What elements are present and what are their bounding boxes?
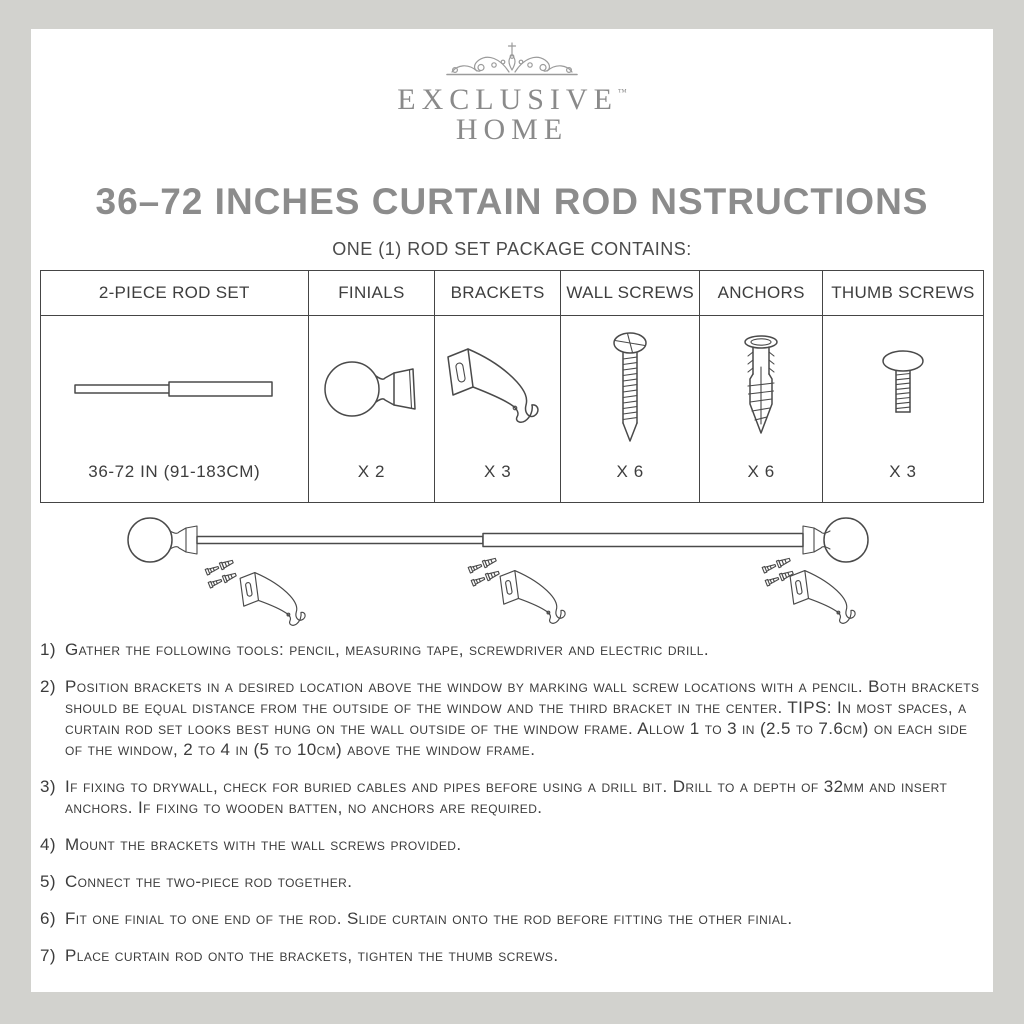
rod-size-caption: 36-72 IN (91-183CM): [88, 462, 261, 481]
column-header: WALL SCREWS: [561, 271, 699, 316]
instruction-step-6: [40, 908, 988, 929]
finial-icon: [309, 316, 435, 462]
instruction-step-5: [40, 871, 988, 892]
instructions-list: [40, 639, 988, 982]
instruction-step-1: [40, 639, 988, 660]
instruction-step-7: [40, 945, 988, 966]
step-number: 4): [40, 835, 56, 854]
step-number: 3): [40, 777, 56, 796]
column-brackets: [434, 271, 560, 502]
thumb-screw-icon: [823, 316, 983, 462]
finial-count: X 2: [357, 462, 386, 481]
page-title: 36–72 INCHES CURTAIN ROD NSTRUCTIONS: [95, 181, 929, 222]
step-text: Gather the following tools: pencil, measuring tape, screwdriver and electric drill.: [65, 640, 709, 659]
instruction-sheet: [31, 29, 993, 992]
step-number: 6): [40, 909, 56, 928]
step-number: 2): [40, 677, 56, 696]
column-anchors: [699, 271, 821, 502]
filigree-crest-icon: [442, 41, 582, 77]
instruction-step-4: [40, 834, 988, 855]
wall-screw-icon: [561, 316, 699, 462]
bracket-icon: [435, 316, 560, 462]
column-thumb-screws: [822, 271, 983, 502]
column-header: ANCHORS: [700, 271, 821, 316]
package-contains-label: ONE (1) ROD SET PACKAGE CONTAINS:: [332, 239, 692, 259]
column-header: FINIALS: [309, 271, 435, 316]
step-text: Fit one finial to one end of the rod. Slide curtain onto the rod before fitting the other finial.: [65, 909, 793, 928]
anchor-count: X 6: [747, 462, 775, 481]
step-text: Connect the two-piece rod together.: [65, 872, 353, 891]
column-rod-set: [41, 271, 308, 502]
step-text: Place curtain rod onto the brackets, tighten the thumb screws.: [65, 946, 559, 965]
brand-name-line2: HOME: [455, 113, 569, 146]
package-contents-table: [40, 270, 984, 503]
anchor-icon: [700, 316, 821, 462]
rod-set-icon: [41, 316, 308, 462]
step-number: 5): [40, 872, 56, 891]
trademark-symbol: ™: [617, 87, 627, 97]
wall-screw-count: X 6: [616, 462, 644, 481]
brand-name-line1: EXCLUSIVE™: [397, 83, 627, 116]
column-header: 2-PIECE ROD SET: [41, 271, 308, 316]
instruction-step-2: [40, 676, 988, 760]
brand-logo: [31, 41, 993, 145]
step-number: 7): [40, 946, 56, 965]
bracket-count: X 3: [483, 462, 512, 481]
instruction-step-3: [40, 776, 988, 818]
assembled-rod-with-brackets-diagram: [40, 503, 984, 637]
column-header: BRACKETS: [435, 271, 560, 316]
column-wall-screws: [560, 271, 699, 502]
step-text: Mount the brackets with the wall screws provided.: [65, 835, 462, 854]
column-header: THUMB SCREWS: [823, 271, 983, 316]
step-number: 1): [40, 640, 56, 659]
thumb-screw-count: X 3: [889, 462, 917, 481]
column-finials: [308, 271, 435, 502]
step-text: Position brackets in a desired location above the window by marking wall screw locations with a pencil. Both brackets should be equal distance from the outside of the window and the third bracket in the center. TIPS: In most spaces, a curtain rod set looks best hung on the wall outside of the window frame. Allow 1 to 3 in (2.5 to 7.6cm) on each side of the window, 2 to 4 in (5 to 10cm) above the window frame.: [65, 677, 980, 759]
step-text: If fixing to drywall, check for buried cables and pipes before using a drill bit. Drill to a depth of 32mm and insert anchors. If fixing to wooden batten, no anchors are required.: [65, 777, 948, 817]
